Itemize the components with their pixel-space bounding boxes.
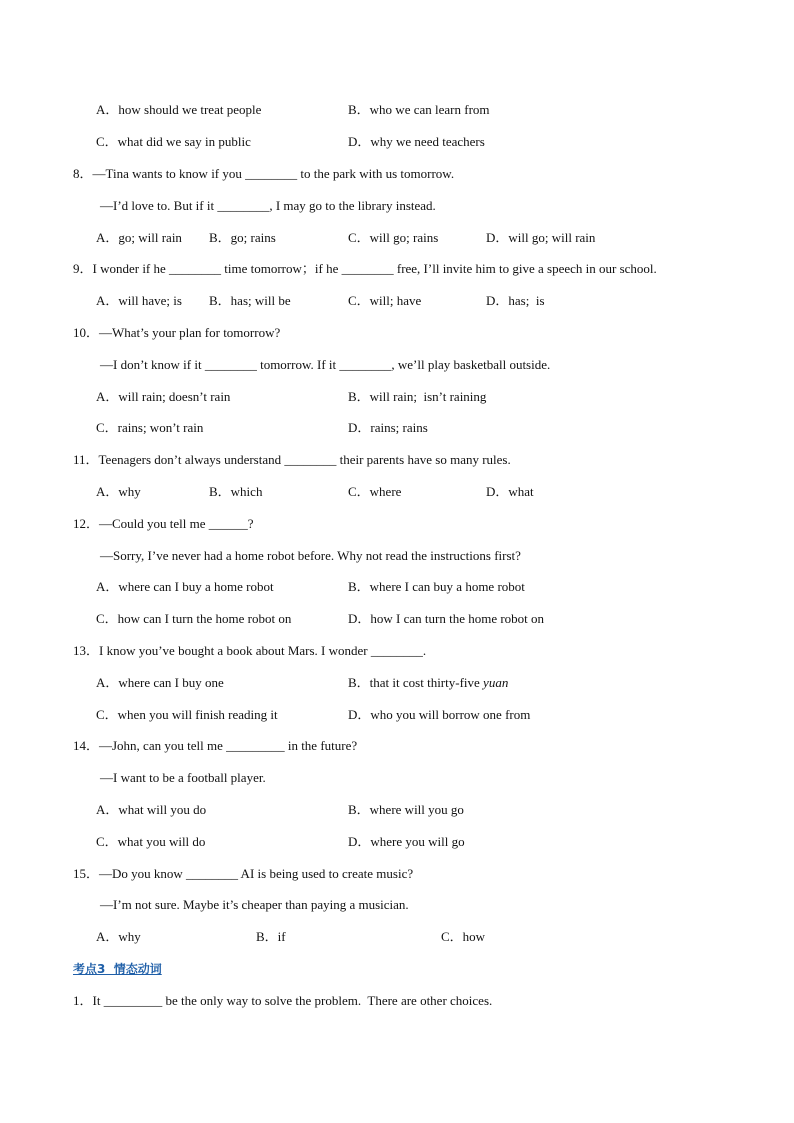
q15-option-b: B．if bbox=[256, 929, 286, 944]
q13-option-b bbox=[348, 675, 508, 691]
q10-reply: —I don’t know if it ________ tomorrow. If it ________, we’ll play basketball outside. bbox=[100, 357, 551, 372]
q12-option-b: B．where I can buy a home robot bbox=[348, 579, 525, 594]
q11-option-b: B．which bbox=[209, 484, 263, 499]
q7-option-a: A．how should we treat people bbox=[96, 102, 262, 117]
q9-option-a: A．will have; is bbox=[96, 293, 182, 308]
q13-option-b-italic: yuan bbox=[483, 675, 509, 690]
q14-option-b: B．where will you go bbox=[348, 802, 464, 817]
q8-option-c: C．will go; rains bbox=[348, 230, 439, 245]
q15-option-a: A．why bbox=[96, 929, 141, 944]
q12-reply: —Sorry, I’ve never had a home robot before. Why not read the instructions first? bbox=[100, 548, 521, 563]
q9-option-d: D．has; is bbox=[486, 293, 545, 308]
q14-stem: 14．—John, can you tell me _________ in the future? bbox=[73, 738, 358, 753]
q13-stem: 13．I know you’ve bought a book about Mars. I wonder ________. bbox=[73, 643, 427, 658]
q10-option-c: C．rains; won’t rain bbox=[96, 420, 204, 435]
q12-option-a: A．where can I buy a home robot bbox=[96, 579, 274, 594]
q8-stem: 8．—Tina wants to know if you ________ to the park with us tomorrow. bbox=[73, 166, 455, 181]
q8-option-a: A．go; will rain bbox=[96, 230, 182, 245]
q15-option-c: C．how bbox=[441, 929, 486, 944]
q12-option-c: C．how can I turn the home robot on bbox=[96, 611, 292, 626]
q13-option-b-text: B．that it cost thirty-five bbox=[348, 675, 484, 690]
q10-option-d: D．rains; rains bbox=[348, 420, 428, 435]
q12-option-d: D．how I can turn the home robot on bbox=[348, 611, 545, 626]
q15-stem: 15．—Do you know ________ AI is being used to create music? bbox=[73, 866, 414, 881]
section-heading: 考点3 情态动词 bbox=[73, 962, 162, 976]
q7-option-c: C．what did we say in public bbox=[96, 134, 251, 149]
q9-option-c: C．will; have bbox=[348, 293, 422, 308]
s3-q1-stem: 1．It _________ be the only way to solve the problem. There are other choices. bbox=[73, 993, 493, 1008]
q10-option-b: B．will rain; isn’t raining bbox=[348, 389, 487, 404]
q7-option-d: D．why we need teachers bbox=[348, 134, 485, 149]
q9-option-b: B．has; will be bbox=[209, 293, 291, 308]
q15-reply: —I’m not sure. Maybe it’s cheaper than paying a musician. bbox=[100, 897, 409, 912]
q14-reply: —I want to be a football player. bbox=[100, 770, 266, 785]
q14-option-d: D．where you will go bbox=[348, 834, 465, 849]
q13-option-d: D．who you will borrow one from bbox=[348, 707, 531, 722]
q13-option-c: C．when you will finish reading it bbox=[96, 707, 278, 722]
q10-option-a: A．will rain; doesn’t rain bbox=[96, 389, 231, 404]
q10-stem: 10．—What’s your plan for tomorrow? bbox=[73, 325, 281, 340]
q7-option-b: B．who we can learn from bbox=[348, 102, 490, 117]
q8-reply: —I’d love to. But if it ________, I may go to the library instead. bbox=[100, 198, 436, 213]
q11-option-d: D．what bbox=[486, 484, 534, 499]
q8-option-d: D．will go; will rain bbox=[486, 230, 596, 245]
q14-option-a: A．what will you do bbox=[96, 802, 207, 817]
q11-option-a: A．why bbox=[96, 484, 141, 499]
q12-stem: 12．—Could you tell me ______? bbox=[73, 516, 254, 531]
q9-stem: 9．I wonder if he ________ time tomorrow；if he ________ free, I’ll invite him to give a speech in our school. bbox=[73, 261, 657, 276]
q8-option-b: B．go; rains bbox=[209, 230, 276, 245]
q11-option-c: C．where bbox=[348, 484, 402, 499]
q14-option-c: C．what you will do bbox=[96, 834, 206, 849]
q13-option-a: A．where can I buy one bbox=[96, 675, 224, 690]
q11-stem: 11．Teenagers don’t always understand ________ their parents have so many rules. bbox=[73, 452, 511, 467]
